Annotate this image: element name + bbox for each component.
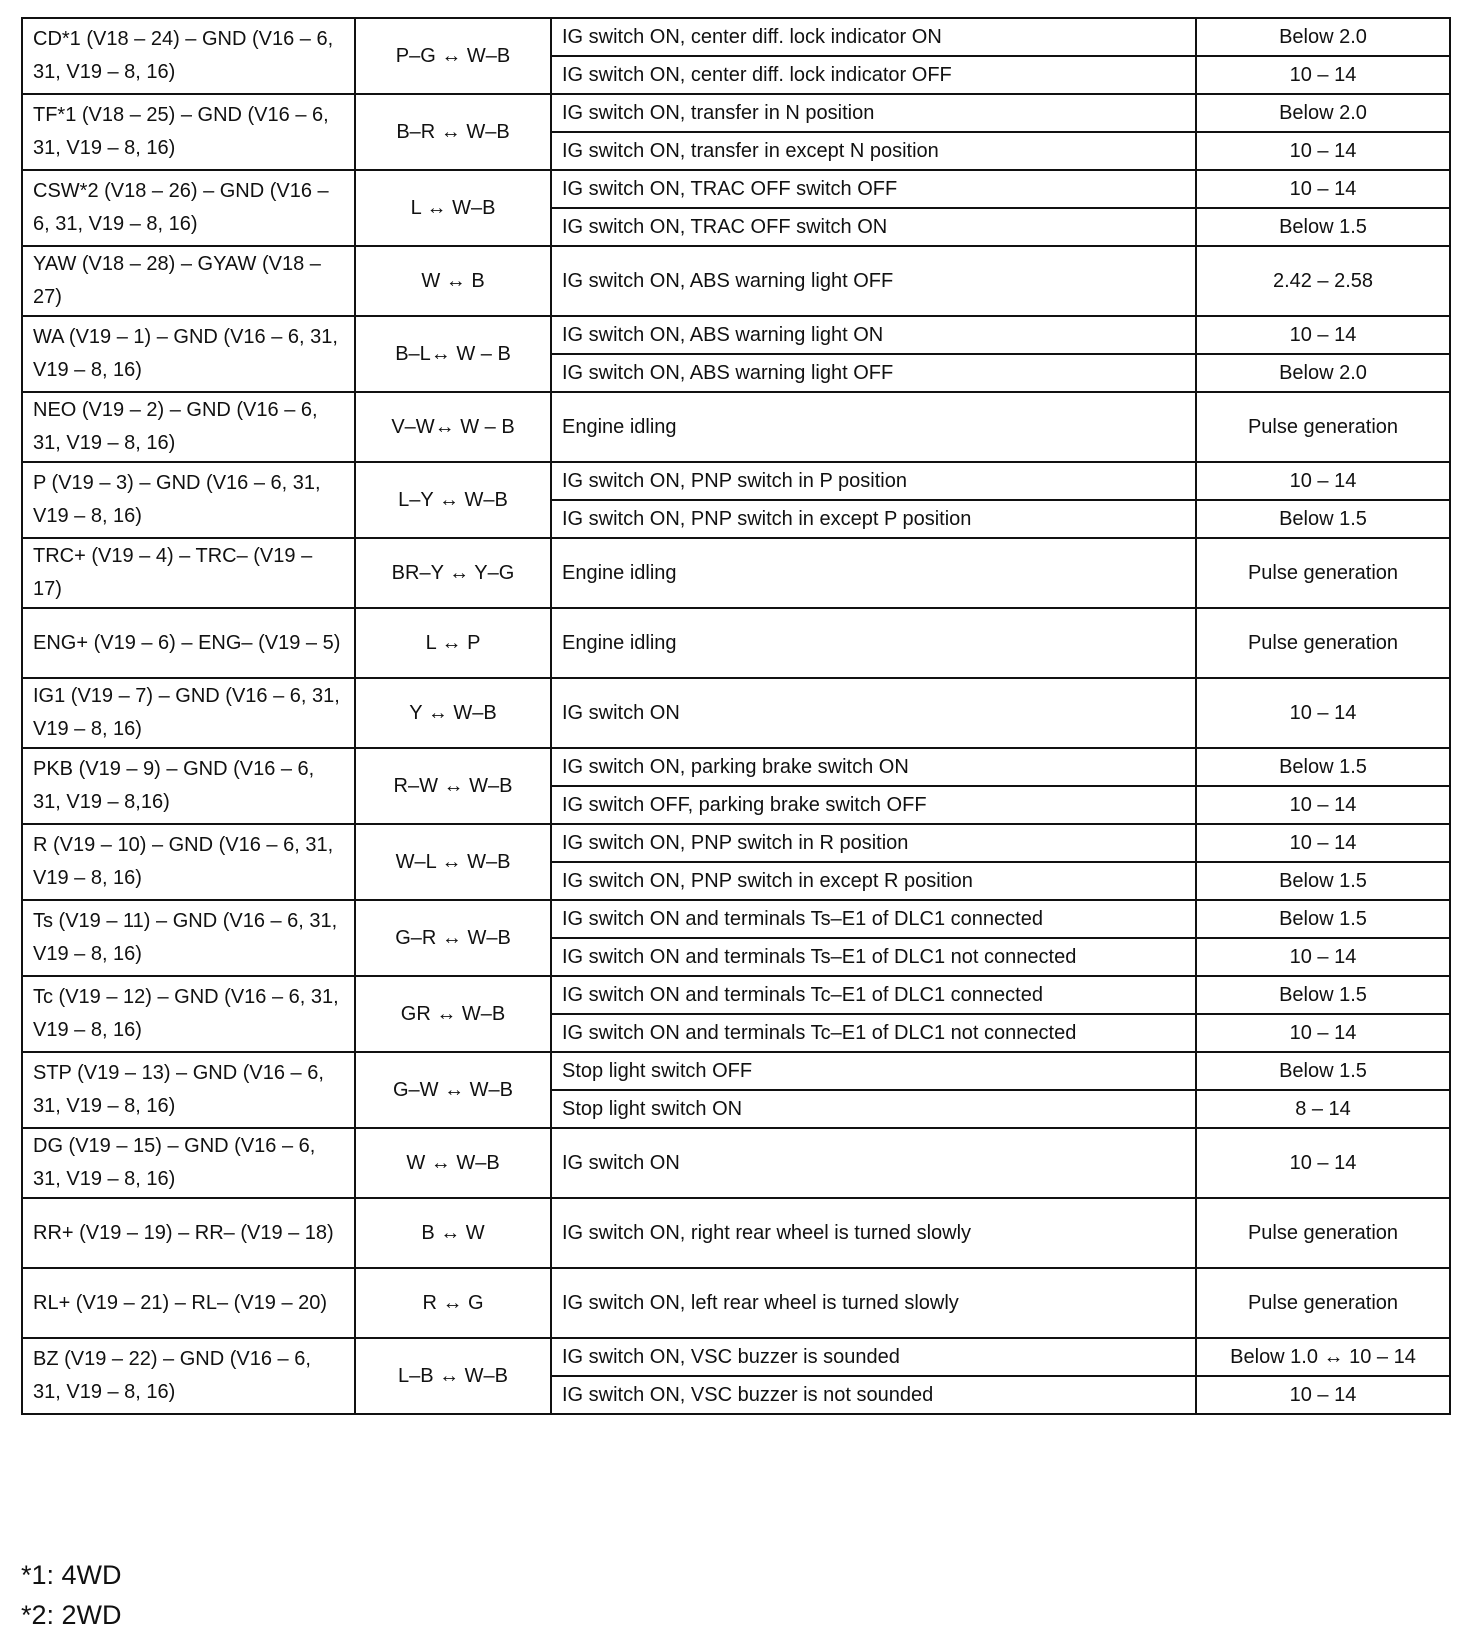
condition-cell: Stop light switch ON [551, 1090, 1196, 1128]
condition-cell: Engine idling [551, 392, 1196, 462]
wiring-color-cell: G–W ↔ W–B [355, 1052, 551, 1128]
specified-condition-cell: Pulse generation [1196, 608, 1450, 678]
specified-condition-cell: Below 2.0 [1196, 354, 1450, 392]
table-row [22, 538, 1450, 608]
specified-condition-cell: Below 1.5 [1196, 1052, 1450, 1090]
footnote-2wd: *2: 2WD [21, 1600, 122, 1630]
terminal-cell: R (V19 – 10) – GND (V16 – 6, 31, V19 – 8, 16) [22, 824, 355, 900]
wiring-color-cell: L–Y ↔ W–B [355, 462, 551, 538]
wiring-color-cell: R ↔ G [355, 1268, 551, 1338]
specified-condition-cell: Below 1.5 [1196, 900, 1450, 938]
specified-condition-cell: Below 2.0 [1196, 94, 1450, 132]
terminal-spec-table [21, 17, 1451, 1415]
specified-condition-cell: 2.42 – 2.58 [1196, 246, 1450, 316]
condition-cell: IG switch ON and terminals Tc–E1 of DLC1 connected [551, 976, 1196, 1014]
condition-cell: IG switch ON, TRAC OFF switch ON [551, 208, 1196, 246]
table-row [22, 1128, 1450, 1198]
terminal-cell: IG1 (V19 – 7) – GND (V16 – 6, 31, V19 – 8, 16) [22, 678, 355, 748]
condition-cell: IG switch ON [551, 1128, 1196, 1198]
specified-condition-cell: Below 1.0 ↔ 10 – 14 [1196, 1338, 1450, 1376]
specified-condition-cell: Below 1.5 [1196, 862, 1450, 900]
terminal-cell: PKB (V19 – 9) – GND (V16 – 6, 31, V19 – 8,16) [22, 748, 355, 824]
condition-cell: IG switch ON, VSC buzzer is sounded [551, 1338, 1196, 1376]
specified-condition-cell: 10 – 14 [1196, 56, 1450, 94]
terminal-cell: P (V19 – 3) – GND (V16 – 6, 31, V19 – 8, 16) [22, 462, 355, 538]
specified-condition-cell: Pulse generation [1196, 1268, 1450, 1338]
table-row [22, 246, 1450, 316]
table-row [22, 678, 1450, 748]
condition-cell: IG switch ON, PNP switch in R position [551, 824, 1196, 862]
specified-condition-cell: Below 1.5 [1196, 500, 1450, 538]
condition-cell: IG switch ON, PNP switch in except R position [551, 862, 1196, 900]
wiring-color-cell: P–G ↔ W–B [355, 18, 551, 94]
specified-condition-cell: 10 – 14 [1196, 1128, 1450, 1198]
wiring-color-cell: BR–Y ↔ Y–G [355, 538, 551, 608]
table-row [22, 392, 1450, 462]
wiring-color-cell: B–R ↔ W–B [355, 94, 551, 170]
table-row [22, 900, 1450, 938]
condition-cell: IG switch ON, center diff. lock indicator OFF [551, 56, 1196, 94]
wiring-color-cell: L ↔ P [355, 608, 551, 678]
specified-condition-cell: 10 – 14 [1196, 824, 1450, 862]
specified-condition-cell: 10 – 14 [1196, 170, 1450, 208]
terminal-cell: Tc (V19 – 12) – GND (V16 – 6, 31, V19 – 8, 16) [22, 976, 355, 1052]
terminal-cell: RR+ (V19 – 19) – RR– (V19 – 18) [22, 1198, 355, 1268]
terminal-cell: WA (V19 – 1) – GND (V16 – 6, 31, V19 – 8, 16) [22, 316, 355, 392]
condition-cell: IG switch ON and terminals Tc–E1 of DLC1 not connected [551, 1014, 1196, 1052]
specified-condition-cell: Pulse generation [1196, 392, 1450, 462]
wiring-color-cell: B ↔ W [355, 1198, 551, 1268]
specified-condition-cell: 10 – 14 [1196, 316, 1450, 354]
condition-cell: IG switch ON, PNP switch in except P position [551, 500, 1196, 538]
specified-condition-cell: 8 – 14 [1196, 1090, 1450, 1128]
wiring-color-cell: G–R ↔ W–B [355, 900, 551, 976]
table-row [22, 1268, 1450, 1338]
table-row [22, 462, 1450, 500]
specified-condition-cell: 10 – 14 [1196, 1376, 1450, 1414]
specified-condition-cell: 10 – 14 [1196, 132, 1450, 170]
wiring-color-cell: L–B ↔ W–B [355, 1338, 551, 1414]
condition-cell: IG switch ON and terminals Ts–E1 of DLC1 connected [551, 900, 1196, 938]
terminal-cell: Ts (V19 – 11) – GND (V16 – 6, 31, V19 – 8, 16) [22, 900, 355, 976]
condition-cell: Stop light switch OFF [551, 1052, 1196, 1090]
wiring-color-cell: B–L↔ W – B [355, 316, 551, 392]
condition-cell: IG switch ON, VSC buzzer is not sounded [551, 1376, 1196, 1414]
condition-cell: IG switch ON [551, 678, 1196, 748]
wiring-color-cell: Y ↔ W–B [355, 678, 551, 748]
table-row [22, 94, 1450, 132]
terminal-cell: STP (V19 – 13) – GND (V16 – 6, 31, V19 – 8, 16) [22, 1052, 355, 1128]
terminal-cell: BZ (V19 – 22) – GND (V16 – 6, 31, V19 – 8, 16) [22, 1338, 355, 1414]
specified-condition-cell: Below 1.5 [1196, 748, 1450, 786]
specified-condition-cell: 10 – 14 [1196, 938, 1450, 976]
condition-cell: Engine idling [551, 538, 1196, 608]
specified-condition-cell: Below 1.5 [1196, 208, 1450, 246]
specified-condition-cell: Pulse generation [1196, 538, 1450, 608]
specified-condition-cell: 10 – 14 [1196, 462, 1450, 500]
wiring-color-cell: W ↔ W–B [355, 1128, 551, 1198]
condition-cell: IG switch ON, parking brake switch ON [551, 748, 1196, 786]
table-row [22, 18, 1450, 56]
terminal-cell: CD*1 (V18 – 24) – GND (V16 – 6, 31, V19 – 8, 16) [22, 18, 355, 94]
terminal-cell: TF*1 (V18 – 25) – GND (V16 – 6, 31, V19 – 8, 16) [22, 94, 355, 170]
condition-cell: IG switch ON, center diff. lock indicator ON [551, 18, 1196, 56]
condition-cell: IG switch ON, transfer in N position [551, 94, 1196, 132]
table-row [22, 1052, 1450, 1090]
terminal-cell: CSW*2 (V18 – 26) – GND (V16 – 6, 31, V19 – 8, 16) [22, 170, 355, 246]
condition-cell: Engine idling [551, 608, 1196, 678]
condition-cell: IG switch ON, left rear wheel is turned slowly [551, 1268, 1196, 1338]
specified-condition-cell: 10 – 14 [1196, 1014, 1450, 1052]
condition-cell: IG switch OFF, parking brake switch OFF [551, 786, 1196, 824]
wiring-color-cell: V–W↔ W – B [355, 392, 551, 462]
table-row [22, 608, 1450, 678]
terminal-cell: YAW (V18 – 28) – GYAW (V18 – 27) [22, 246, 355, 316]
terminal-cell: ENG+ (V19 – 6) – ENG– (V19 – 5) [22, 608, 355, 678]
condition-cell: IG switch ON, ABS warning light OFF [551, 246, 1196, 316]
wiring-color-cell: GR ↔ W–B [355, 976, 551, 1052]
table-row [22, 1338, 1450, 1376]
condition-cell: IG switch ON, ABS warning light ON [551, 316, 1196, 354]
specified-condition-cell: Pulse generation [1196, 1198, 1450, 1268]
wiring-color-cell: W ↔ B [355, 246, 551, 316]
terminal-cell: NEO (V19 – 2) – GND (V16 – 6, 31, V19 – 8, 16) [22, 392, 355, 462]
terminal-cell: DG (V19 – 15) – GND (V16 – 6, 31, V19 – 8, 16) [22, 1128, 355, 1198]
table-row [22, 824, 1450, 862]
specified-condition-cell: 10 – 14 [1196, 678, 1450, 748]
table-row [22, 170, 1450, 208]
wiring-color-cell: W–L ↔ W–B [355, 824, 551, 900]
condition-cell: IG switch ON, right rear wheel is turned slowly [551, 1198, 1196, 1268]
table-row [22, 976, 1450, 1014]
condition-cell: IG switch ON, ABS warning light OFF [551, 354, 1196, 392]
footnote-4wd: *1: 4WD [21, 1560, 122, 1590]
table-row [22, 316, 1450, 354]
terminal-spec-table-body [22, 18, 1450, 1414]
specified-condition-cell: Below 2.0 [1196, 18, 1450, 56]
condition-cell: IG switch ON, transfer in except N position [551, 132, 1196, 170]
condition-cell: IG switch ON and terminals Ts–E1 of DLC1 not connected [551, 938, 1196, 976]
terminal-cell: TRC+ (V19 – 4) – TRC– (V19 – 17) [22, 538, 355, 608]
table-row [22, 1198, 1450, 1268]
wiring-color-cell: R–W ↔ W–B [355, 748, 551, 824]
table-row [22, 748, 1450, 786]
terminal-cell: RL+ (V19 – 21) – RL– (V19 – 20) [22, 1268, 355, 1338]
condition-cell: IG switch ON, PNP switch in P position [551, 462, 1196, 500]
specified-condition-cell: 10 – 14 [1196, 786, 1450, 824]
wiring-color-cell: L ↔ W–B [355, 170, 551, 246]
specified-condition-cell: Below 1.5 [1196, 976, 1450, 1014]
condition-cell: IG switch ON, TRAC OFF switch OFF [551, 170, 1196, 208]
